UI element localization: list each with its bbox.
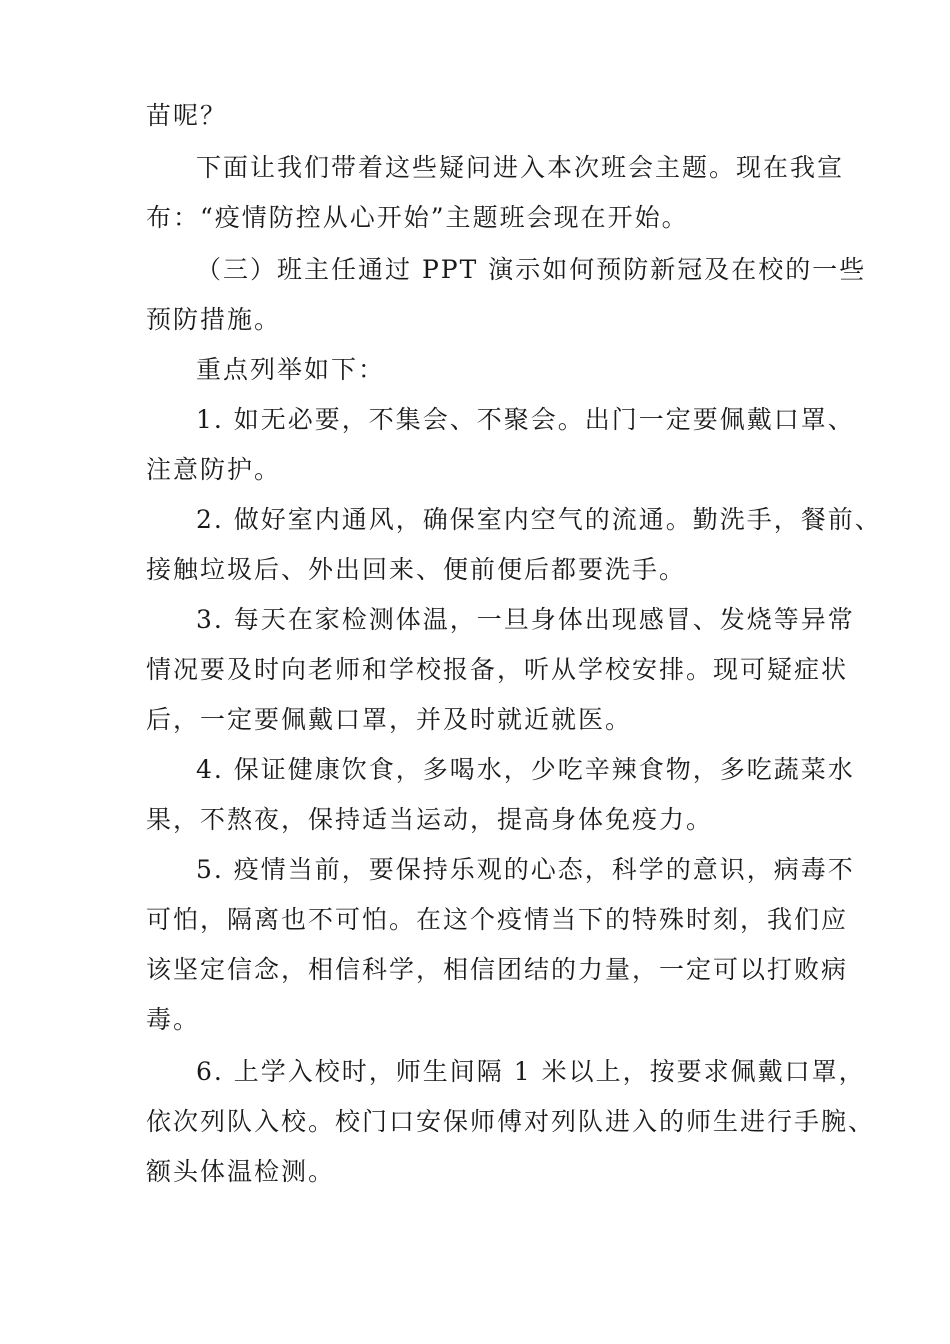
text-line: 额头体温检测。	[146, 1157, 336, 1186]
text-line: 注意防护。	[146, 455, 282, 484]
text-line: 苗呢？	[146, 101, 228, 130]
text-line: 后，一定要佩戴口罩，并及时就近就医。	[146, 705, 633, 734]
text-line: （三）班主任通过 PPT 演示如何预防新冠及在校的一些	[196, 255, 867, 284]
text-line: 2. 做好室内通风，确保室内空气的流通。勤洗手，餐前、	[196, 505, 882, 534]
text-line: 依次列队入校。校门口安保师傅对列队进入的师生进行手腕、	[146, 1107, 876, 1136]
text-line: 布：“疫情防控从心开始”主题班会现在开始。	[146, 203, 689, 232]
text-line: 预防措施。	[146, 305, 282, 334]
text-line: 该坚定信念，相信科学，相信团结的力量，一定可以打败病	[146, 955, 849, 984]
text-line: 4. 保证健康饮食，多喝水，少吃辛辣食物，多吃蔬菜水	[196, 755, 855, 784]
text-line: 重点列举如下：	[196, 355, 386, 384]
text-line: 接触垃圾后、外出回来、便前便后都要洗手。	[146, 555, 687, 584]
text-line: 1. 如无必要，不集会、不聚会。出门一定要佩戴口罩、	[196, 405, 855, 434]
text-line: 可怕，隔离也不可怕。在这个疫情当下的特殊时刻，我们应	[146, 905, 849, 934]
text-line: 下面让我们带着这些疑问进入本次班会主题。现在我宣	[196, 153, 845, 182]
text-line: 5. 疫情当前，要保持乐观的心态，科学的意识，病毒不	[196, 855, 855, 884]
text-line: 情况要及时向老师和学校报备，听从学校安排。现可疑症状	[146, 655, 849, 684]
text-line: 6. 上学入校时，师生间隔 1 米以上，按要求佩戴口罩，	[196, 1057, 866, 1086]
text-line: 毒。	[146, 1005, 201, 1034]
text-line: 果，不熬夜，保持适当运动，提高身体免疫力。	[146, 805, 714, 834]
text-line: 3. 每天在家检测体温，一旦身体出现感冒、发烧等异常	[196, 605, 855, 634]
